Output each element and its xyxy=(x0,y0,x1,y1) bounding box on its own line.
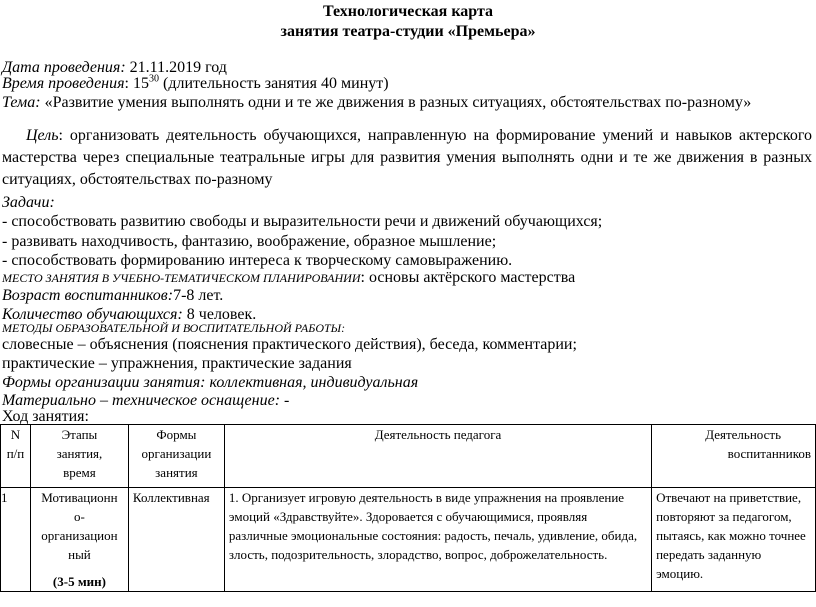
row-stage-time: (3-5 мин) xyxy=(52,574,106,589)
time-minutes: 30 xyxy=(149,73,159,85)
table-row xyxy=(1,488,816,592)
theme-label: Тема: xyxy=(2,94,41,111)
methods-label: МЕТОДЫ ОБРАЗОВАТЕЛЬНОЙ И ВОСПИТАТЕЛЬНОЙ РАБОТЫ: xyxy=(2,321,346,335)
date-label: Дата проведения: xyxy=(2,59,126,76)
place-label: МЕСТО ЗАНЯТИЯ В УЧЕБНО-ТЕМАТИЧЕСКОМ ПЛАНИРОВАНИИ xyxy=(2,271,361,285)
header-students-line-2: воспитанников xyxy=(727,446,811,461)
count-value: 8 человек. xyxy=(186,306,257,323)
lesson-table xyxy=(0,424,816,592)
row-stage-line-2: о- xyxy=(74,509,85,524)
header-stage-line-2: занятия, xyxy=(56,446,103,461)
header-stage xyxy=(30,425,128,488)
tasks-label: Задачи xyxy=(2,194,50,211)
age-value: 7-8 лет. xyxy=(173,287,224,304)
time-note: (длительность занятия 40 минут) xyxy=(163,75,389,92)
task-item-2: - развивать находчивость, фантазию, воображение, образное мышление; xyxy=(2,233,497,250)
page-bottom-fade xyxy=(0,592,816,607)
header-stage-line-1: Этапы xyxy=(61,427,98,442)
header-form-line-3: занятия xyxy=(155,465,198,480)
forms-line: Формы организации занятия: коллективная, индивидуальная xyxy=(2,374,419,391)
header-students-line-1: Деятельность xyxy=(705,427,781,442)
row-students: Отвечают на приветствие, повторяют за педагогом, пытаясь, как можно точнее передать заданную эмоцию. xyxy=(652,488,816,592)
row-stage-line-3: организацион xyxy=(41,528,118,543)
header-form-line-1: Формы xyxy=(156,427,197,442)
row-teacher: 1. Организует игровую деятельность в виде упражнения на проявление эмоций «Здравствуйте». Здоровается с обучающимися, проявляя различные эмоциональные состояния: радость, печаль, удивление, обида, злость, подозрительность, злорадство, вопрос, доброжелательность. xyxy=(224,488,651,592)
header-form-line-2: организации xyxy=(141,446,212,461)
time-label: Время проведения xyxy=(2,75,125,92)
task-item-1: - способствовать развитию свободы и выразительности речи и движений обучающихся; xyxy=(2,213,603,230)
row-stage-line-1: Мотивационн xyxy=(41,490,118,505)
methods-line-2: практические – упражнения, практические задания xyxy=(2,355,352,372)
age-label: Возраст воспитанников: xyxy=(2,287,174,304)
header-num-line-2: п/п xyxy=(6,446,25,461)
header-stage-line-3: время xyxy=(63,465,96,480)
age-line xyxy=(2,286,223,306)
course-line: Ход занятия: xyxy=(2,408,89,425)
row-form: Коллективная xyxy=(128,488,224,592)
place-line: МЕСТО ЗАНЯТИЯ В УЧЕБНО-ТЕМАТИЧЕСКОМ ПЛАНИРОВАНИИ: основы актёрского мастерства xyxy=(2,269,576,286)
table-header-row xyxy=(1,425,816,488)
materials-line: Материально – техническое оснащение: - xyxy=(2,392,290,409)
row-stage xyxy=(30,488,128,592)
goal-label: Цель xyxy=(26,127,59,144)
place-value: основы актёрского мастерства xyxy=(368,269,576,286)
methods-line-1: словесные – объяснения (пояснения практического действия), беседа, комментарии; xyxy=(2,336,577,353)
header-num xyxy=(1,425,31,488)
header-teacher: Деятельность педагога xyxy=(224,425,651,488)
row-num: 1 xyxy=(1,488,31,592)
date-value: 21.11.2019 год xyxy=(129,59,227,76)
time-hour: 15 xyxy=(133,75,149,92)
header-students xyxy=(652,425,816,488)
theme-line xyxy=(2,93,751,113)
goal-text: организовать деятельность обучающихся, направленную на формирование умений и навыков актерского мастерства через специальные театральные игры для развития умения выполнять одни и те же движения в разных ситуациях, обстоятельствах по-разному xyxy=(2,127,813,188)
tasks-heading: Задачи: xyxy=(2,194,55,211)
title-line-1: Технологическая карта xyxy=(322,3,494,20)
count-label: Количество обучающихся: xyxy=(2,306,183,323)
row-stage-line-4: ный xyxy=(68,547,91,562)
time-line: Время проведения: $15^{30}$ (длительность занятия 40 минут) xyxy=(2,73,389,92)
theme-value: «Развитие умения выполнять одни и те же движения в разных ситуациях, обстоятельствах по-разному» xyxy=(44,94,752,111)
title-line-2: занятия театра-студии «Премьера» xyxy=(280,23,536,40)
header-form xyxy=(128,425,224,488)
header-num-line-1: N xyxy=(10,427,21,442)
goal-paragraph: Цель: организовать деятельность обучающихся, направленную на формирование умений и навыков актерского мастерства через специальные театральные игры для развития умения выполнять одни и те же движения в разных ситуациях, обстоятельствах по-разному xyxy=(2,127,813,188)
task-item-3: - способствовать формированию интереса к творческому самовыражению. xyxy=(2,252,513,269)
